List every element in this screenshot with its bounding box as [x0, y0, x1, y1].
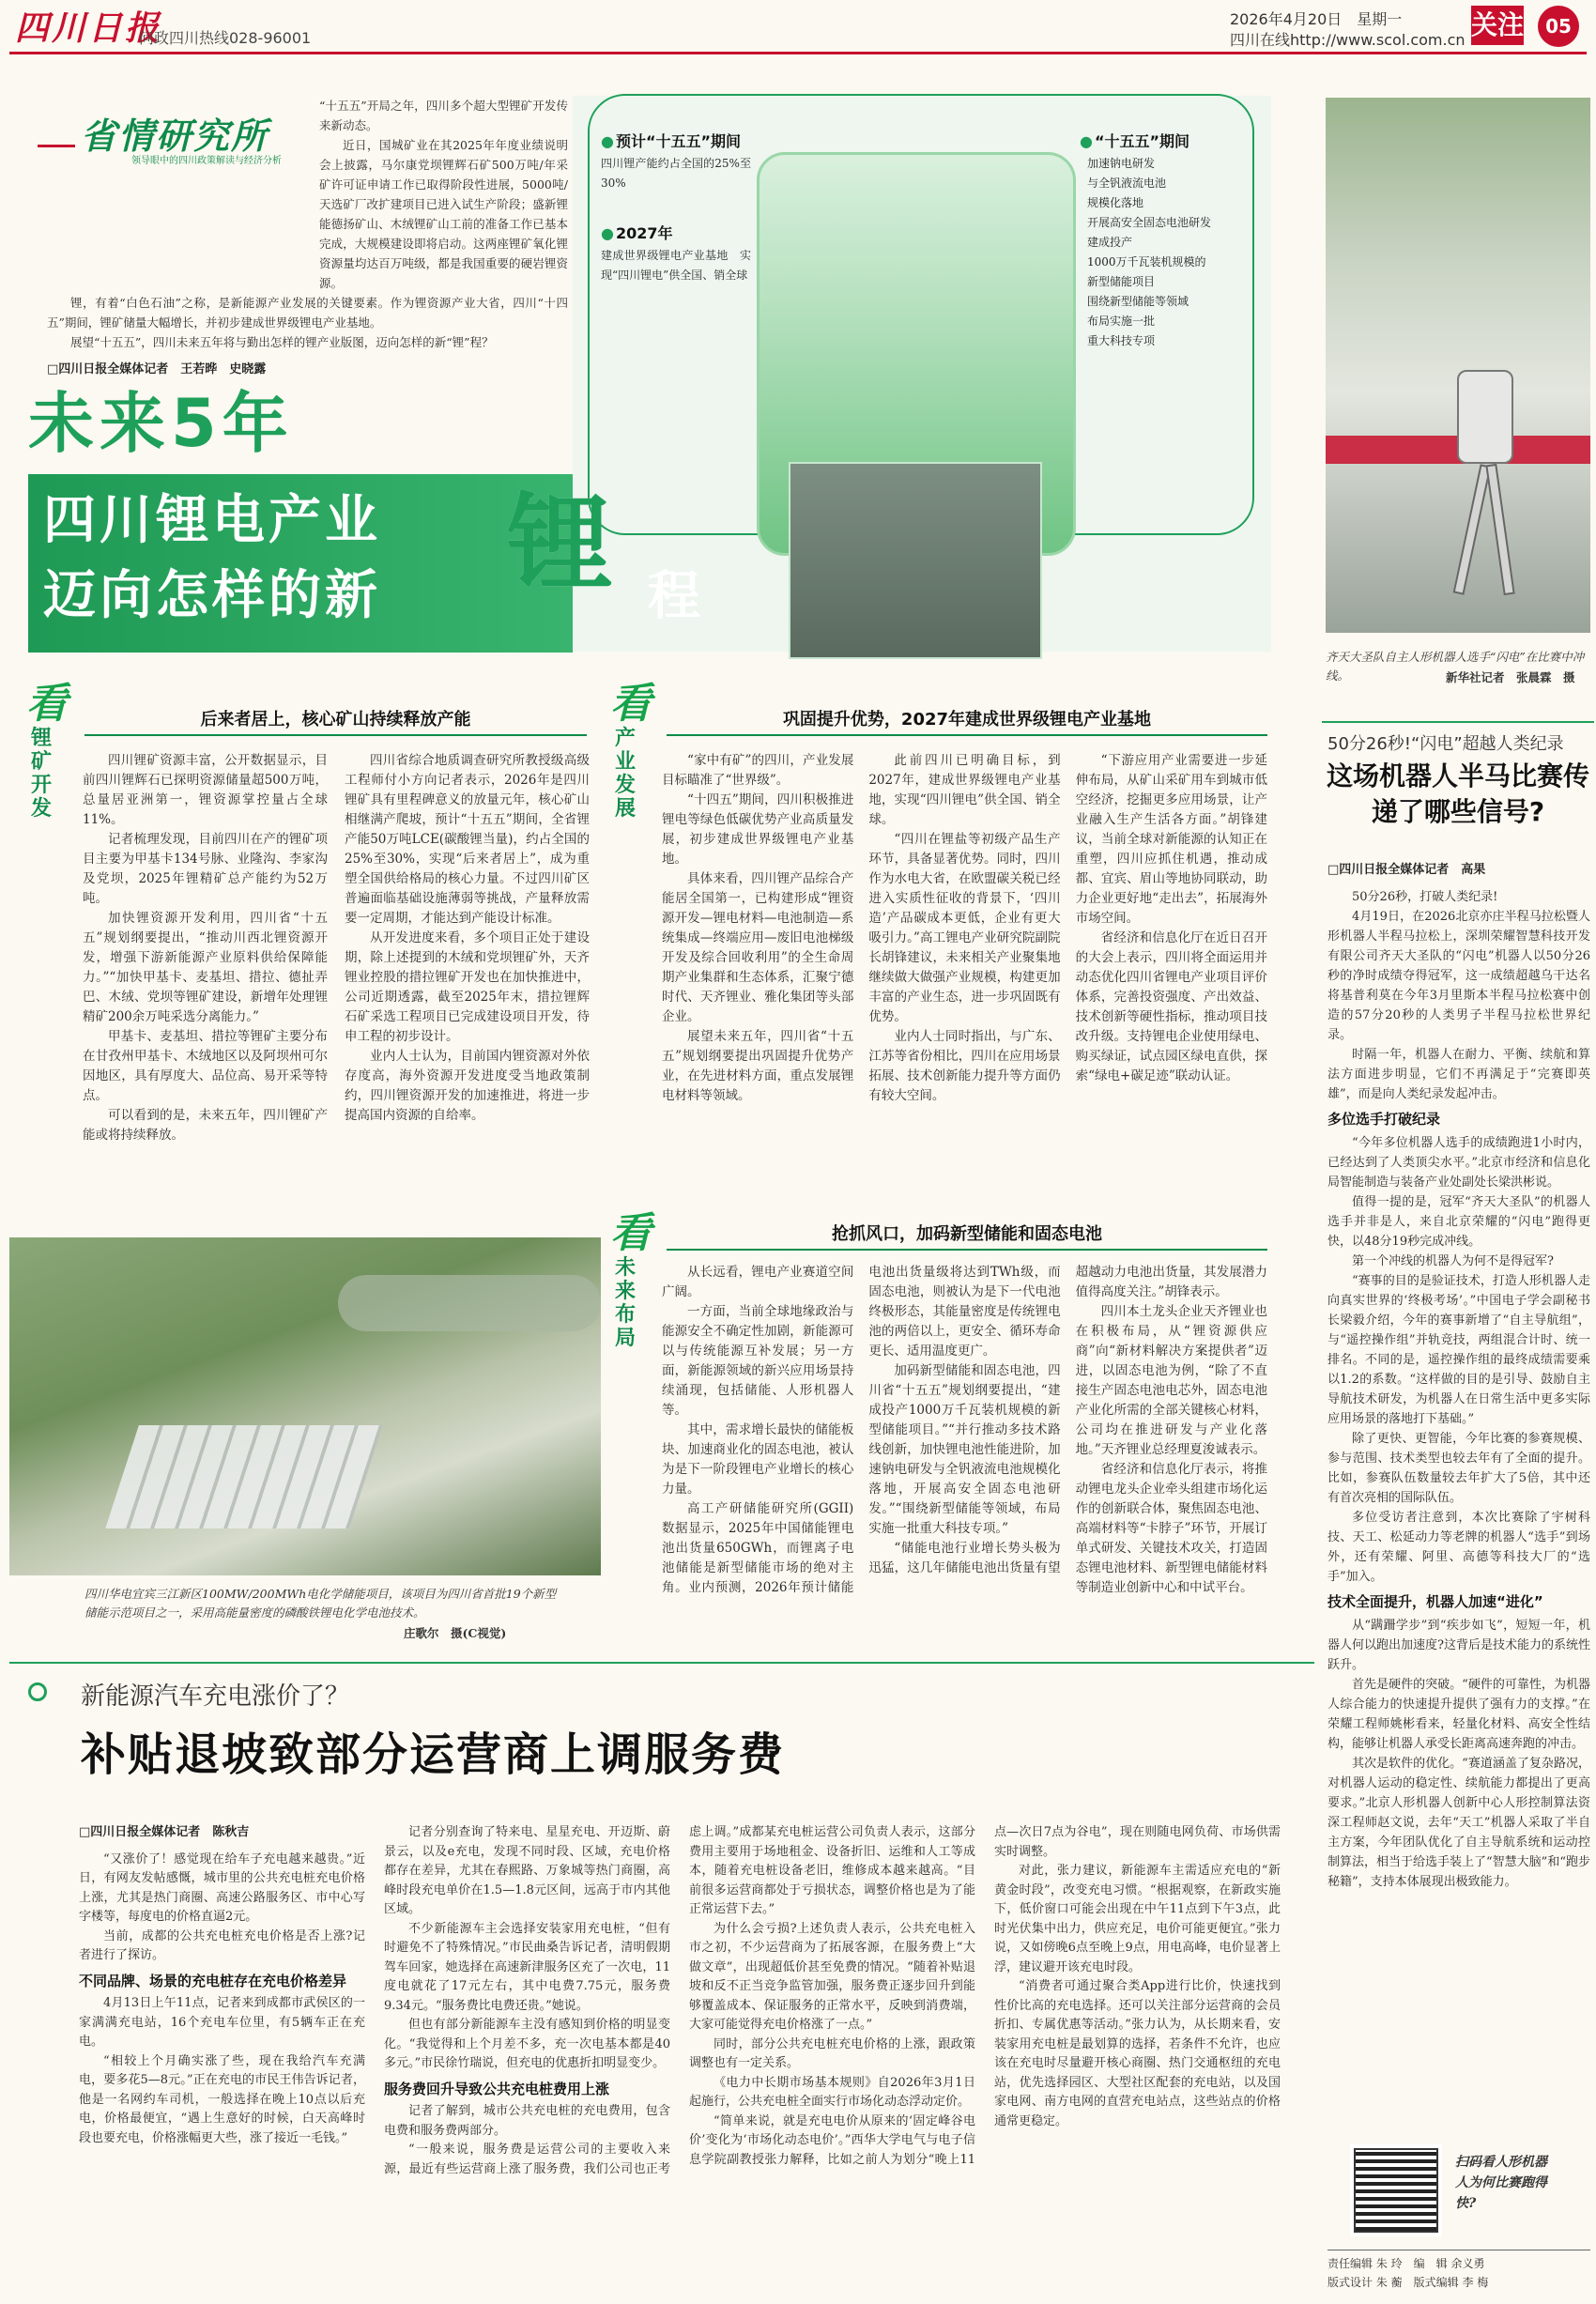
paragraph: 从开发进度来看，多个项目正处于建设期，除上述提到的木绒和党坝锂矿外，天齐锂业控股的措拉锂矿开发也在加快推进中，公司近期透露，截至2025年末，措拉锂辉石矿采选工程项目已完成建设项目开发，待申工程的初步设计。: [345, 930, 590, 1044]
paragraph: 加快锂资源开发利用，四川省“十五五”规划纲要提出，“推动川西北锂资源开发，增强下游新能源产业原料供给保障能力。”“加快甲基卡、麦基坦、措拉、德扯弄巴、木绒、党坝等锂矿建设，新增年处理锂精矿200余万吨采选分离能力。”: [83, 911, 328, 1024]
intro-text: [47, 96, 568, 379]
banner-title-end: 程: [648, 566, 700, 627]
sec3-head: 抢抓风口，加码新型储能和固态电池: [667, 1221, 1267, 1251]
banner-kicker: 未来5年: [28, 385, 294, 462]
paragraph: 业内人士同时指出，与广东、江苏等省份相比，四川在应用场景拓展、技术创新能力提升等方面仍有较大空间。: [868, 1029, 1061, 1103]
paragraph: “简单来说，就是充电电价从原来的‘固定峰谷电价’变化为‘市场化动态电价’。”西华大学电气与电子信息学院副教授张力解释，比如之前人为划分“晚上11点—次日7点为谷电”，现在则随电网负荷、市场供需实时调整。: [689, 1825, 1281, 2167]
paragraph: 记者分别查询了特来电、星星充电、开迈斯、蔚景云，以及e充电，发现不同时段、区域，充电价格都存在差异，尤其在春熙路、万象城等热门商圈，高峰时段充电单价在1.5—1.8元区间，远高于市内其他区域。: [384, 1825, 670, 1916]
sec1-body: [83, 751, 590, 1221]
paragraph: 四川锂矿资源丰富，公开数据显示，目前四川锂辉石已探明资源储量超500万吨，总量居亚洲第一，锂资源掌控量占全球11%。: [83, 753, 328, 827]
banner-title-li: 锂: [507, 484, 612, 606]
forecast-item: 加速钠电研发: [1087, 157, 1156, 170]
footer-designers: 版式设计 朱 蘅 版式编辑 李 梅: [1327, 2276, 1489, 2289]
page-number: 05: [1538, 6, 1579, 47]
forecast-item: 1000万千瓦装机规模的: [1087, 255, 1206, 269]
sec2-head: 巩固提升优势，2027年建成世界级锂电产业基地: [667, 706, 1267, 736]
sec2-label: 看 产 业 发 展: [610, 680, 652, 821]
paragraph: 但也有部分新能源车主没有感知到价格的明显变化。“我觉得和上个月差不多，充一次电基本都是40多元。”市民徐竹瑞说，但充电的优惠折扣明显变少。: [384, 2018, 670, 2070]
intro-p3: 锂，有着“白色石油”之称，是新能源产业发展的关键要素。作为锂资源产业大省，四川“十四五”期间，锂矿储量大幅增长，并初步建成世界级锂电产业基地。: [47, 296, 568, 330]
banner-kicker-wrap: [28, 380, 554, 474]
photo1-caption: 四川华电宜宾三江新区100MW/200MWh电化学储能项目，该项目为四川省首批19个新型储能示范项目之一，采用高能量密度的磷酸铁锂电化学电池技术。: [84, 1587, 557, 1620]
sec3-label: 看 未 来 布 局: [610, 1209, 652, 1350]
paragraph: “相较上个月确实涨了些，现在我给汽车充满电，要多花5—8元。”正在充电的市民王伟告诉记者，他是一名网约车司机，一般选择在晚上10点以后充电，价格最便宜，“遇上生意好的时候，白天高峰时段也要充电，价格涨幅更大些，涨了接近一毛钱。”: [79, 2053, 365, 2145]
banner-panel: [28, 474, 573, 653]
aerial-photo: [789, 462, 1042, 659]
story2-subhead-1: 不同品牌、场景的充电桩存在充电价格差异: [79, 1972, 347, 1989]
robot-leg-left: [1453, 464, 1492, 594]
paragraph: 省经济和信息化厅在近日召开的大会上表示，四川将全面运用并动态优化四川省锂电产业项目评价体系，完善投资强度、产出效益、技术创新等硬性指标，推动项目技改升级。支持锂电企业使用绿电、购买绿证，试点园区绿电直供，探索“绿电+碳足迹”联动认证。: [1075, 930, 1267, 1083]
paragraph: 高工产研储能研究所(GGII)数据显示，2025年中国储能锂电池出货量650GWh，而锂离子电池储能是新型储能市场的绝对主角。业内预测，2026年预计储能电池出货量级将达到TWh级，而固态电池，则被认为是下一代电池终极形态，其能量密度是传统锂电池的两倍以上，更安全、循环寿命更长、适用温度更广。: [662, 1265, 1061, 1595]
storage-containers: [105, 1425, 383, 1528]
banner-title-line1: 四川锂电产业: [43, 490, 381, 551]
paragraph: 多位受访者注意到，本次比赛除了宇树科技、天工、松延动力等老牌的机器人“选手”到场外，还有荣耀、阿里、高德等科技大厂的“选手”加入。: [1327, 1511, 1590, 1584]
brand-title: 省情研究所: [81, 115, 269, 157]
issue-date: 2026年4月20日 星期一: [1230, 10, 1403, 28]
brand-subtitle: 领导眼中的四川政策解读与经济分析: [131, 156, 282, 166]
paragraph: 50分26秒，打破人类纪录!: [1352, 890, 1498, 904]
paragraph: “又涨价了！感觉现在给车子充电越来越贵。”近日，有网友发帖感慨，城市里的公共充电桩充电价格上涨，尤其是热门商圈、高速公路服务区、市中心写字楼等，每度电的价格直逼2元。: [79, 1851, 365, 1924]
paragraph: 记者梳理发现，目前四川在产的锂矿项目主要为甲基卡134号脉、业隆沟、李家沟及党坝，2025年锂精矿总产能约为52万吨。: [83, 832, 328, 906]
hotline: 问政四川热线028-96001: [139, 29, 312, 47]
banner-title-line2: 迈向怎样的新: [43, 565, 381, 626]
forecast-text-2: 建成世界级锂电产业基地 实现“四川锂电”供全国、销全球: [601, 249, 751, 282]
storage-project-photo: [9, 1237, 601, 1575]
forecast-head-2: ● 2027年: [601, 222, 673, 243]
paragraph: 从“蹒跚学步”到“疾步如飞”，短短一年，机器人何以跑出加速度?这背后是技术能力的系统性跃升。: [1327, 1619, 1590, 1672]
side-rule: [1322, 721, 1594, 723]
paragraph: “消费者可通过聚合类App进行比价，快速找到性价比高的充电选择。还可以关注部分运营商的会员折扣、专属优惠等活动。”张力认为，从长期来看，安装家用充电桩是最划算的选择，若条件不允许，也应该在充电时尽量避开核心商圈、热门交通枢纽的充电站，优先选择园区、大型社区配套的充电站，以及国家电网、南方电网的直营充电站点，这些站点的价格通常更稳定。: [994, 1979, 1281, 2128]
paragraph: 4月13日上午11点，记者来到成都市武侯区的一家满满充电站，16个充电车位里，有5辆车正在充电。: [79, 1996, 365, 2049]
paragraph: 四川本土龙头企业天齐锂业也在积极布局，从“锂资源供应商”向“新材料解决方案提供者”迈进，以固态电池为例，“除了不直接生产固态电池电芯外，固态电池产业化所需的全部关键核心材料，公司均在推进研发与产业化落地。”天齐锂业总经理夏浚诚表示。: [1075, 1304, 1267, 1457]
paragraph: 首先是硬件的突破。“硬件的可靠性，为机器人综合能力的快速提升提供了强有力的支撑。”在荣耀工程师姚彬看来，轻量化材料、高安全性结构，能够让机器人承受长距离高速奔跑的冲击。: [1327, 1678, 1590, 1751]
paragraph: 除了更快、更智能，今年比赛的参赛规模、参与范围、技术类型也较去年有了全面的提升。比如，参赛队伍数量较去年扩大了5倍，其中还有首次亮相的国际队伍。: [1327, 1432, 1590, 1505]
forecast-item: 开展高安全固态电池研发: [1087, 216, 1212, 229]
robot-photo-credit: 新华社记者 张晨霖 摄: [1446, 670, 1575, 684]
story2-body: [79, 1823, 1281, 2281]
paragraph: 展望未来五年，四川省“十五五”规划纲要提出巩固提升优势产业，在先进材料方面，重点发展锂电材料等领域。: [662, 1029, 854, 1103]
robot-torso: [1457, 370, 1513, 464]
forecast-item: 围绕新型储能等领域: [1087, 295, 1189, 308]
paragraph: 值得一提的是，冠军“齐天大圣队”的机器人选手并非是人，来自北京荣耀的“闪电”跑得更快，以48分19秒完成冲线。: [1327, 1195, 1590, 1249]
story2-title: 补贴退坡致部分运营商上调服务费: [81, 1728, 786, 1781]
story2-byline: □四川日报全媒体记者 陈秋吉: [79, 1825, 250, 1839]
paragraph: 可以看到的是，未来五年，四川锂矿产能或将持续释放。: [83, 1108, 328, 1143]
side-kicker: 50分26秒!“闪电”超越人类纪录: [1327, 734, 1564, 754]
paragraph: 时隔一年，机器人在耐力、平衡、续航和算法方面进步明显，它们不再满足于“完赛即英雄”，而是向人类纪录发起冲击。: [1327, 1048, 1590, 1101]
paragraph: 从长远看，锂电产业赛道空间广阔。: [662, 1265, 854, 1299]
footer-editors: 责任编辑 朱 玲 编 辑 余义勇: [1327, 2257, 1485, 2270]
kicker-dot-icon: [28, 1682, 47, 1701]
paragraph: 为什么会亏损?上述负责人表示，公共充电桩入市之初，不少运营商为了拓展客源，在服务费上“大做文章”，出现超低价甚至免费的情况。“随着补贴退坡和反不正当竞争监管加强，服务费正逐步回升到能够覆盖成本、保证服务的正常水平，反映到消费端，大家可能觉得充电价格涨了一点。”: [689, 1921, 975, 2032]
qr-code-icon[interactable]: [1354, 2148, 1438, 2233]
qr-text: 扫码看人形机器人为何比赛跑得快?: [1455, 2155, 1547, 2211]
paragraph: 第一个冲线的机器人为何不是得冠军?: [1352, 1254, 1554, 1268]
intro-p4: 展望“十五五”，四川未来五年将与勤出怎样的锂产业版图，迈向怎样的新“锂”程？: [70, 335, 494, 349]
paragraph: 对此，张力建议，新能源车主需适应充电的“新黄金时段”，改变充电习惯。“根据观察，在新政实施下，低价窗口可能会出现在中午11点到下午3点，此时光伏集中出力，供应充足，电价可能更便宜。”张力说，又如傍晚6点至晚上9点，用电高峰，电价显著上浮，建议避开该充电时段。: [994, 1864, 1281, 1974]
masthead: [9, 0, 1587, 54]
robot-leg-right: [1485, 464, 1514, 595]
paragraph: “今年多位机器人选手的成绩跑进1小时内，已经达到了人类顶尖水平。”北京市经济和信息化局智能制造与装备产业处副处长梁洪彬说。: [1327, 1136, 1590, 1190]
forecast-item: 布局实施一批: [1087, 315, 1156, 328]
section-tag: 关注: [1471, 6, 1524, 45]
side-subhead-2: 技术全面提升，机器人加速“进化”: [1327, 1593, 1543, 1610]
forecast-item: 规模化落地: [1087, 196, 1144, 209]
website-link[interactable]: 四川在线http://www.scol.com.cn: [1230, 31, 1466, 49]
paragraph: 其中，需求增长最快的储能板块、加速商业化的固态电池，被认为是下一阶段锂电产业增长的核心力量。: [662, 1422, 854, 1497]
forecast-head-3: ● “十五五”期间: [1080, 130, 1189, 151]
intro-p1: “十五五”开局之年，四川多个超大型锂矿开发传来新动态。: [319, 99, 568, 132]
robot-photo: [1326, 98, 1590, 633]
paragraph: 具体来看，四川锂产品综合产能居全国第一，已构建形成“锂资源开发—锂电材料—电池制造—系统集成—终端应用—废旧电池梯级开发及综合回收利用”的全生命周期产业集群和生态体系，汇聚宁德时代、天齐锂业、雅化集团等头部企业。: [662, 871, 854, 1024]
paragraph: 省经济和信息化厅表示，将推动锂电龙头企业牵头组建市场化运作的创新联合体，聚焦固态电池、高端材料等“卡脖子”环节，开展订单式研发、关键技术攻关，打造固态锂电池材料、新型锂电储能材料等制造业创新中心和中试平台。: [1075, 1462, 1267, 1595]
forecast-text-1: 四川锂产能约占全国的25%至30%: [601, 157, 751, 190]
paragraph: “赛事的目的是验证技术，打造人形机器人走向真实世界的‘终极考场’。”中国电子学会副秘书长梁毅介绍，今年的赛事新增了“自主导航组”，与“遥控操作组”并轨竞技，两组混合计时、统一排名。不同的是，遥控操作组的最终成绩需要乘以1.2的系数。“这样做的目的是引导、鼓励自主导航技术研发，为机器人在日常生活中更多实际应用场景的落地打下基础。”: [1327, 1274, 1590, 1426]
river: [338, 1275, 601, 1331]
forecast-item: 与全钒液流电池: [1087, 177, 1167, 190]
paragraph: “十四五”期间，四川积极推进锂电等绿色低碳优势产业高质量发展，初步建成世界级锂电产业基地。: [662, 792, 854, 867]
robot-photo-caption: 齐天大圣队自主人形机器人选手“闪电”在比赛中冲线。: [1326, 650, 1585, 683]
paragraph: “四川在锂盐等初级产品生产环节，具备显著优势。同时，四川作为水电大省，在欧盟碳关税已经进入实质性征收的背景下，‘四川造’产品碳成本更低，企业有更大吸引力。”高工锂电产业研究院副院长胡锋建议，未来相关产业聚集地继续做大做强产业规模，构建更加丰富的产业生态，进一步巩固既有优势。: [868, 832, 1061, 1024]
story2-subhead-2: 服务费回升导致公共充电桩费用上涨: [384, 2080, 610, 2097]
forecast-head-1: ● 预计“十五五”期间: [601, 130, 741, 151]
paragraph: “家中有矿”的四川，产业发展目标瞄准了“世界级”。: [662, 753, 854, 788]
side-subhead-1: 多位选手打破纪录: [1327, 1111, 1441, 1128]
paragraph: “下游应用产业需要进一步延伸布局，从矿山采矿用车到城市低空经济，挖掘更多应用场景，让产业融入生产生活各方面。”胡锋建议，当前全球对新能源的认知正在重塑，四川应抓住机遇，推动成都、宜宾、眉山等地协同联动，助力企业更好地“走出去”，拓展海外市场空间。: [1075, 753, 1267, 926]
paragraph: 加码新型储能和固态电池，四川省“十五五”规划纲要提出，“建成投产1000万千瓦装机规模的新型储能项目。”“并行推动多技术路线创新，加快锂电池性能进阶，加速钠电研发与全钒液流电池规模化落地，开展高安全固态电池研发。”“围绕新型储能等领域，布局实施一批重大科技专项。”: [868, 1363, 1061, 1536]
paragraph: 一方面，当前全球地缘政治与能源安全不确定性加剧，新能源可以与传统能源互补发展；另一方面，新能源领域的新兴应用场景持续涌现，包括储能、人形机器人等。: [662, 1304, 854, 1418]
paragraph: 其次是软件的优化。“赛道涵盖了复杂路况，对机器人运动的稳定性、续航能力都提出了更高要求。”北京人形机器人创新中心人形控制算法资深工程师赵文说，去年“天工”机器人采取了半自主方案，今年团队优化了自主导航系统和运动控制算法，相当于给选手装上了“智慧大脑”和“跑步秘籍”，支持本体展现出极致能力。: [1327, 1757, 1590, 1889]
paragraph: 此前四川已明确目标，到2027年，建成世界级锂电产业基地，实现“四川锂电”供全国、销全球。: [868, 753, 1061, 827]
forecast-item: 新型储能项目: [1087, 275, 1156, 288]
newspaper-logo: 四川日报: [15, 8, 162, 48]
sec1-head: 后来者居上，核心矿山持续释放产能: [84, 706, 587, 736]
paragraph: 当前，成都的公共充电桩充电价格是否上涨?记者进行了探访。: [79, 1928, 365, 1962]
forecast-item: 建成投产: [1087, 236, 1133, 249]
paragraph: 业内人士认为，目前国内锂资源对外依存度高，海外资源开发进度受当地政策制约，四川锂资源开发的加速推进，将进一步提高国内资源的自给率。: [345, 1049, 590, 1123]
intro-byline: □四川日报全媒体记者 王若晔 史晓露: [47, 362, 267, 376]
paragraph: 同时，部分公共充电桩充电价格的上涨，跟政策调整也有一定关系。: [689, 2036, 975, 2070]
paragraph: 四川省综合地质调查研究所教授级高级工程师付小方向记者表示，2026年是四川锂矿具有里程碑意义的放量元年，核心矿山相继满产爬坡，预计“十五五”期间，全省锂产能50万吨LCE(碳酸锂当量)，约占全国的25%至30%，实现“后来者居上”，成为重塑全国供给格局的核心力量。不过四川矿区普遍面临基础设施薄弱等挑战，产量释放需要一定周期，才能达到产能设计标准。: [345, 753, 590, 926]
forecast-list-3: [1087, 154, 1256, 351]
sec1-label: 看 锂 矿 开 发: [26, 680, 68, 821]
paragraph: 不少新能源车主会选择安装家用充电桩，“但有时避免不了特殊情况。”市民曲桑告诉记者，清明假期驾车回家，她选择在高速新津服务区充了一次电，11度电就花了17元左右，其中电费7.75元，服务费9.34元。“服务费比电费还贵。”她说。: [384, 1921, 670, 2013]
side-byline: □四川日报全媒体记者 高果: [1327, 863, 1486, 877]
story2-kicker: 新能源汽车充电涨价了？: [81, 1682, 350, 1711]
side-title: 这场机器人半马比赛传递了哪些信号?: [1326, 760, 1589, 827]
paragraph: 记者了解到，城市公共充电桩的充电费用，包含电费和服务费两部分。: [384, 2104, 670, 2138]
sec3-body: [662, 1263, 1267, 1657]
side-body: [1327, 860, 1590, 2146]
paragraph: “一般来说，服务费是运营公司的主要收入来源，最近有些运营商上涨了服务费，我们公司也正考虑上调。”成都某充电桩运营公司负责人表示，这部分费用主要用于场地租金、设备折旧、运维和人工等成本，随着充电桩设备老旧，维修成本越来越高。“目前很多运营商都处于亏损状态，调整价格也是为了能正常运营下去。”: [384, 1825, 975, 2176]
paragraph: 甲基卡、麦基坦、措拉等锂矿主要分布在甘孜州甲基卡、木绒地区以及阿坝州可尔因地区，具有厚度大、品位高、易开采等特点。: [83, 1029, 328, 1103]
story-divider: [9, 1662, 1314, 1664]
photo1-credit: 庄歌尔 摄(C视觉): [404, 1626, 507, 1640]
sec2-body: [662, 751, 1267, 1221]
forecast-item: 重大科技专项: [1087, 334, 1156, 347]
paragraph: 4月19日，在2026北京亦庄半程马拉松暨人形机器人半程马拉松上，深圳荣耀智慧科技开发有限公司齐天大圣队的“闪电”机器人以50分26秒的净时成绩夺得冠军，这一成绩超越乌干达名将基普利莫在今年3月里斯本半程马拉松赛中创造的57分20秒的人类男子半程马拉松世界纪录。: [1327, 910, 1590, 1042]
paragraph: “储能电池行业增长势头极为迅猛，这几年储能电池出货量有望超越动力电池出货量，其发展潜力值得高度关注。”胡锋表示。: [868, 1265, 1267, 1575]
intro-p2: 近日，国城矿业在其2025年年度业绩说明会上披露，马尔康党坝锂辉石矿500万吨/年采矿许可证申请工作已取得阶段性进展，5000吨/天选矿厂改扩建项目已进入试生产阶段；盛新锂能德扬矿山、木绒锂矿山工前的准备工作已基本完成，大规模建设即将启动。这两座锂矿氧化锂资源量均达百万吨级，都是我国重要的硬岩锂资源。: [319, 138, 568, 290]
paragraph: 《电力中长期市场基本规则》自2026年3月1日起施行，公共充电桩全面实行市场化动态浮动定价。: [689, 2075, 975, 2109]
